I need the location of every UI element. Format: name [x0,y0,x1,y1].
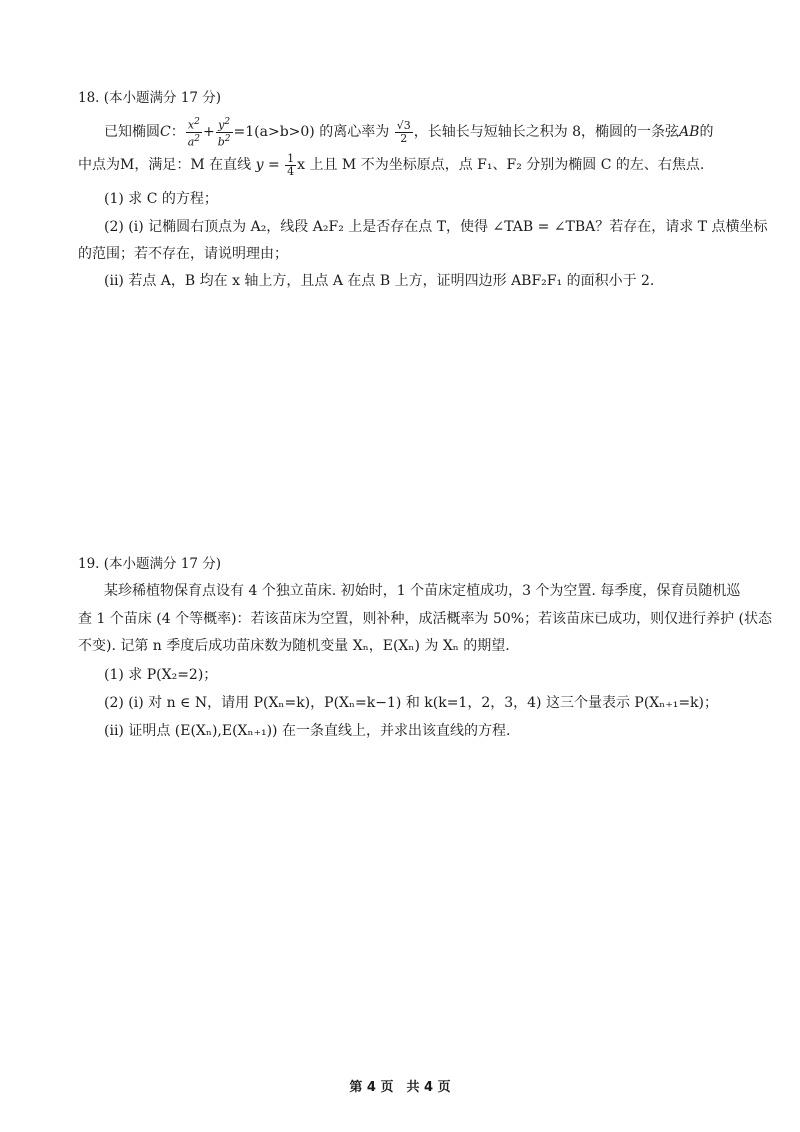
stem-text: 已知椭圆 [104,124,160,141]
question-19-part3: (ii) 证明点 (E(Xₙ),E(Xₙ₊₁)) 在一条直线上，并求出该直线的方程. [104,723,511,739]
eccentricity-fraction: $\frac{√3}{2}$ [396,118,411,145]
stem-text: 的 [699,124,714,141]
question-18-stem-line2: 中点为M，满足：M 在直线 y = $\frac{1}{4}$ x 上且 M 不为坐标原点，点 F₁、F₂ 分别为椭圆 C 的左、右焦点. [78,151,705,178]
page-footer: 第 4 页 共 4 页 [349,1080,451,1095]
ellipse-equation-rhs: =1(a>b>0) [233,124,315,141]
question-18-part2-line2: 的范围；若不存在，请说明理由； [78,246,288,262]
ellipse-name: C [160,124,171,141]
fraction-y2-b2: $\frac{y^2}{b^2}$ [217,117,231,149]
question-19-part2: (2) (i) 对 n ∈ N，请用 P(Xₙ=k)，P(Xₙ=k−1) 和 k(k=1，2，3，4) 这三个量表示 P(Xₙ₊₁=k)； [104,695,718,711]
stem-text: 的离心率为 [319,124,390,141]
fraction-x2-a2: $\frac{x^2}{a^2}$ [187,117,201,149]
question-18-part1: (1) 求 C 的方程； [104,191,218,207]
question-18-header: 18. (本小题满分 17 分) [78,90,222,106]
question-19-stem-line1: 某珍稀植物保育点设有 4 个独立苗床. 初始时，1 个苗床定植成功，3 个为空置. 每季度，保育员随机巡 [104,583,741,599]
question-19-header: 19. (本小题满分 17 分) [78,556,222,572]
stem-text: ，长轴长与短轴长之积为 8，椭圆的一条弦 [413,124,680,141]
question-18-part3: (ii) 若点 A，B 均在 x 轴上方，且点 A 在点 B 上方，证明四边形 ABF₂F₁ 的面积小于 2. [104,273,655,289]
chord-name: AB [679,124,700,141]
question-18-stem-line1: 已知椭圆C： $\frac{x^2}{a^2}$ + $\frac{y^2}{b^2}$ =1(a>b>0) 的离心率为 $\frac{√3}{2}$ ，长轴长与短轴长之积为 8，椭圆的一条弦AB的 [104,117,714,149]
question-19-stem-line2: 查 1 个苗床 (4 个等概率)：若该苗床为空置，则补种，成活概率为 50%；若该苗床已成功，则仅进行养护 (状态 [78,611,773,627]
question-19-part1: (1) 求 P(X₂=2)； [104,667,218,683]
question-18-part2-line1: (2) (i) 记椭圆右顶点为 A₂，线段 A₂F₂ 上是否存在点 T，使得 ∠TAB = ∠TBA？若存在，请求 T 点横坐标 [104,219,768,235]
question-19-stem-line3: 不变). 记第 n 季度后成功苗床数为随机变量 Xₙ，E(Xₙ) 为 Xₙ 的期望. [78,638,510,654]
line-slope-fraction: $\frac{1}{4}$ [287,151,295,178]
